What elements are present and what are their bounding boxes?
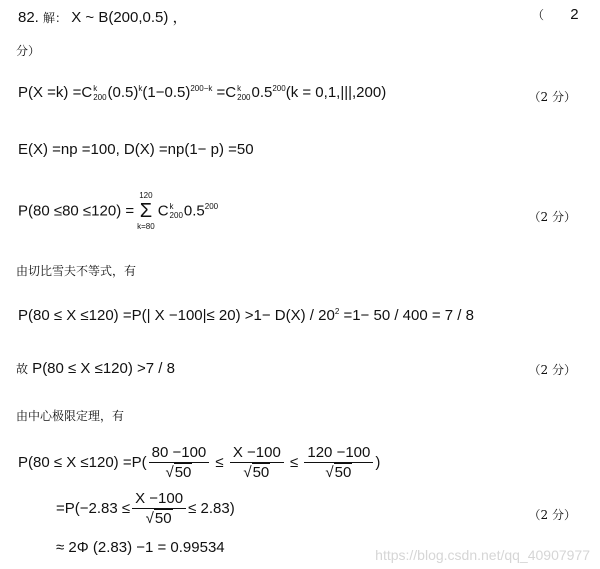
problem-header	[18, 6, 188, 27]
header-score: （ 2	[532, 6, 579, 23]
score-conclusion: （2 分）	[528, 363, 576, 377]
score-sum: （2 分）	[528, 210, 576, 224]
watermark: https://blog.csdn.net/qq_40907977	[375, 547, 590, 563]
equation-pmf: P(X =k) =C k 200 $(0.5)^k(1-0.5)^{200-k} =C$ k 200 $0.5^{200}(k = 0,1,|||,200)$	[18, 84, 387, 103]
score-standardized: （2 分）	[528, 508, 576, 522]
equation-clt: P(80 ≤ X ≤120) =P( $\frac{80 -100}{√50}$ ≤ $\frac{X -100}{√50}$ ≤ $\frac{120 -100}{√50}$ )	[18, 444, 381, 481]
sigma-symbol: 120 Σ k=80	[137, 191, 155, 231]
equation-sum: P(80 ≤80 ≤120) = 120 Σ k=80 C k 200 $0.5^{200}$	[18, 191, 219, 231]
distribution-statement: X ~ B(200,0.5) ，	[71, 9, 188, 26]
clt-intro: 由中心极限定理，有	[16, 409, 125, 423]
solution-label: 解：	[43, 11, 68, 25]
header-score-tail: 分）	[16, 44, 41, 58]
equation-standardized: =P(−2.83 ≤ $\frac{X -100}{√50}$ ≤ 2.83)	[56, 490, 235, 527]
equation-final: ≈ 2Φ (2.83) −1 = 0.99534	[56, 539, 225, 556]
score-pmf: （2 分）	[528, 90, 576, 104]
fraction-standardized: $\frac{X -100}{√50}$	[132, 490, 186, 527]
chebyshev-intro: 由切比雪夫不等式，有	[16, 264, 137, 278]
fraction-lower: $\frac{80 -100}{√50}$	[149, 444, 210, 481]
equation-expectation: E(X) =np =100, D(X) =np(1− p) =50	[18, 141, 254, 158]
fraction-upper: $\frac{120 -100}{√50}$	[304, 444, 373, 481]
equation-conclusion: 故 P(80 ≤ X ≤120) >7 / 8	[16, 360, 175, 377]
equation-chebyshev: P(80 ≤ X ≤120) =P(| $X -100|\le 20) >1- D(X) / 20^2 =1- 50 / 400 = 7 / 8$	[18, 307, 474, 324]
problem-number: 82.	[18, 9, 39, 26]
fraction-middle: $\frac{X -100}{√50}$	[230, 444, 284, 481]
